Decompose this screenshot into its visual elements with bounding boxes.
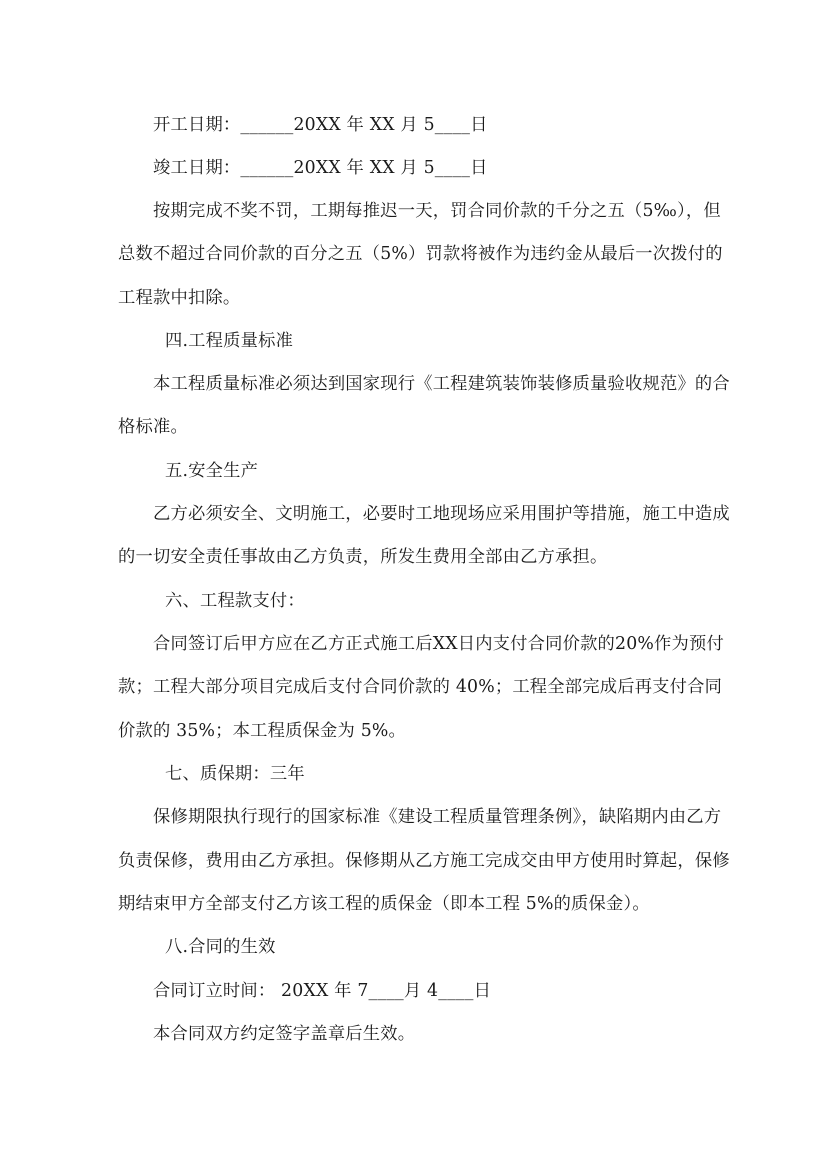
payment-paragraph-line: 价款的 35%；本工程质保金为 5%。 (118, 721, 406, 741)
section-heading-warranty: 七、质保期：三年 (165, 764, 305, 784)
quality-paragraph-line: 本工程质量标准必须达到国家现行《工程建筑装饰装修质量验收规范》的合 (153, 374, 730, 394)
penalty-paragraph-line: 按期完成不奖不罚，工期每推迟一天，罚合同价款的千分之五（5‰），但 (153, 201, 721, 221)
quality-paragraph-line: 格标准。 (118, 417, 188, 437)
section-heading-safety: 五.安全生产 (165, 461, 259, 481)
effect-paragraph: 本合同双方约定签字盖章后生效。 (153, 1024, 416, 1044)
warranty-paragraph-line: 期结束甲方全部支付乙方该工程的质保金（即本工程 5%的质保金）。 (118, 894, 650, 914)
contract-date: 合同订立时间： 20XX 年 7____月 4____日 (153, 981, 492, 1001)
section-heading-payment: 六、工程款支付： (165, 591, 305, 611)
penalty-paragraph-line: 工程款中扣除。 (118, 288, 241, 308)
start-date: 开工日期：______20XX 年 XX 月 5____日 (153, 115, 488, 135)
payment-paragraph-line: 合同签订后甲方应在乙方正式施工后XX日内支付合同价款的20%作为预付 (153, 634, 724, 654)
completion-date: 竣工日期：______20XX 年 XX 月 5____日 (153, 158, 488, 178)
warranty-paragraph-line: 负责保修，费用由乙方承担。保修期从乙方施工完成交由甲方使用时算起，保修 (118, 851, 730, 871)
payment-paragraph-line: 款；工程大部分项目完成后支付合同价款的 40%；工程全部完成后再支付合同 (118, 677, 723, 697)
section-heading-quality: 四.工程质量标准 (165, 331, 294, 351)
warranty-paragraph-line: 保修期限执行现行的国家标准《建设工程质量管理条例》，缺陷期内由乙方 (153, 807, 722, 827)
section-heading-effect: 八.合同的生效 (165, 937, 276, 957)
safety-paragraph-line: 乙方必须安全、文明施工，必要时工地现场应采用围护等措施，施工中造成 (153, 504, 730, 524)
penalty-paragraph-line: 总数不超过合同价款的百分之五（5%）罚款将被作为违约金从最后一次拨付的 (118, 244, 723, 264)
safety-paragraph-line: 的一切安全责任事故由乙方负责，所发生费用全部由乙方承担。 (118, 547, 608, 567)
